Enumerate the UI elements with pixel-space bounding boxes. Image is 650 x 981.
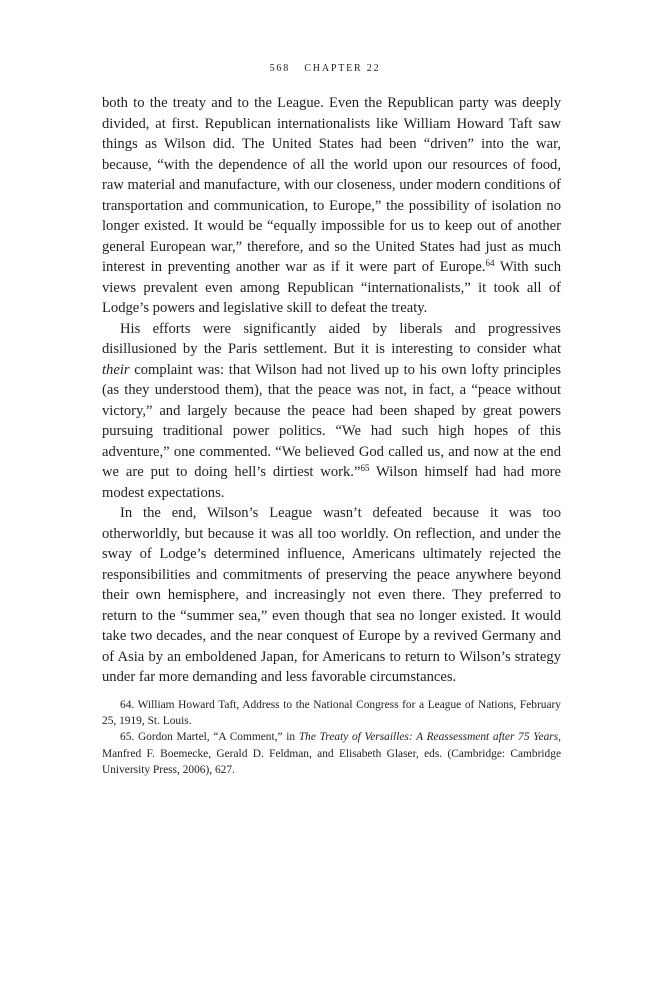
paragraph-2-emphasis: their xyxy=(102,361,130,378)
footnote-65-title: The Treaty of Versailles: A Reassessment after 75 Years xyxy=(298,731,559,744)
paragraph-3: In the end, Wilson’s League wasn’t defeated because it was too otherworldly, but because it was all too worldly. On reflection, and under the sway of Lodge’s determined influence, Americans ultimately rejected the responsibilities and commitments of preserving the peace anywhere beyond their own hemisphere, and increasingly not even there. They preferred to return to the “summer sea,” even though that sea no longer existed. It would take two decades, and the near conquest of Europe by a revived Germany and of Asia by an emboldened Japan, for Americans to return to Wilson’s strategy under far more demanding and less favorable circumstances. xyxy=(102,505,561,685)
footnote-65-text: 65. Gordon Martel, “A Comment,” in xyxy=(120,731,299,744)
footnote-ref-64[interactable]: 64 xyxy=(485,258,495,268)
footnote-65 xyxy=(102,729,561,778)
paragraph-2-text-mid: complaint was: that Wilson had not lived up to his own lofty principles (as they understood them), that the peace was not, in fact, a “peace without victory,” and largely because the peace had been shaped by great powers pursuing traditional power politics. “We had such high hopes of this adventure,” one commented. “We believed God called us, and now at the end we are put to doing hell’s dirtiest work.” xyxy=(102,361,561,480)
paragraph-1 xyxy=(102,93,561,319)
paragraph-1-text-end: With such views prevalent even among Republican “internationalists,” it took all of Lodge’s powers and legislative skill to defeat the treaty. xyxy=(102,259,561,316)
paragraph-1-text: both to the treaty and to the League. Even the Republican party was deeply divided, at first. Republican internationalists like William Howard Taft saw things as Wilson did. The United States had been “driven” into the war, because, “with the dependence of all the world upon our resources of food, raw material and manufacture, with our closeness, under modern conditions of transportation and communication, to Europe,” the possibility of isolation no longer existed. It would be “equally impossible for us to keep out of another general European war,” therefore, and so the United States had just as much interest in preventing another war as if it were part of Europe. xyxy=(102,95,561,275)
footnote-ref-65[interactable]: 65 xyxy=(360,463,370,473)
running-head xyxy=(0,63,650,74)
footnotes xyxy=(102,697,561,778)
paragraph-2 xyxy=(102,319,561,504)
paragraph-2-text: His efforts were significantly aided by liberals and progressives disillusioned by the Paris settlement. But it is interesting to consider what xyxy=(102,320,561,357)
page-number: 568 xyxy=(269,63,291,74)
footnote-64: 64. William Howard Taft, Address to the National Congress for a League of Nations, February 25, 1919, St. Louis. xyxy=(102,699,561,728)
body-text xyxy=(102,93,561,688)
footnote-65-text-end: , Manfred F. Boemecke, Gerald D. Feldman, and Elisabeth Glaser, eds. (Cambridge: Cambridge University Press, 2006), 627. xyxy=(102,731,561,776)
paragraph-2-text-end: Wilson himself had had more modest expectations. xyxy=(102,464,561,501)
chapter-label: CHAPTER 22 xyxy=(304,63,381,74)
